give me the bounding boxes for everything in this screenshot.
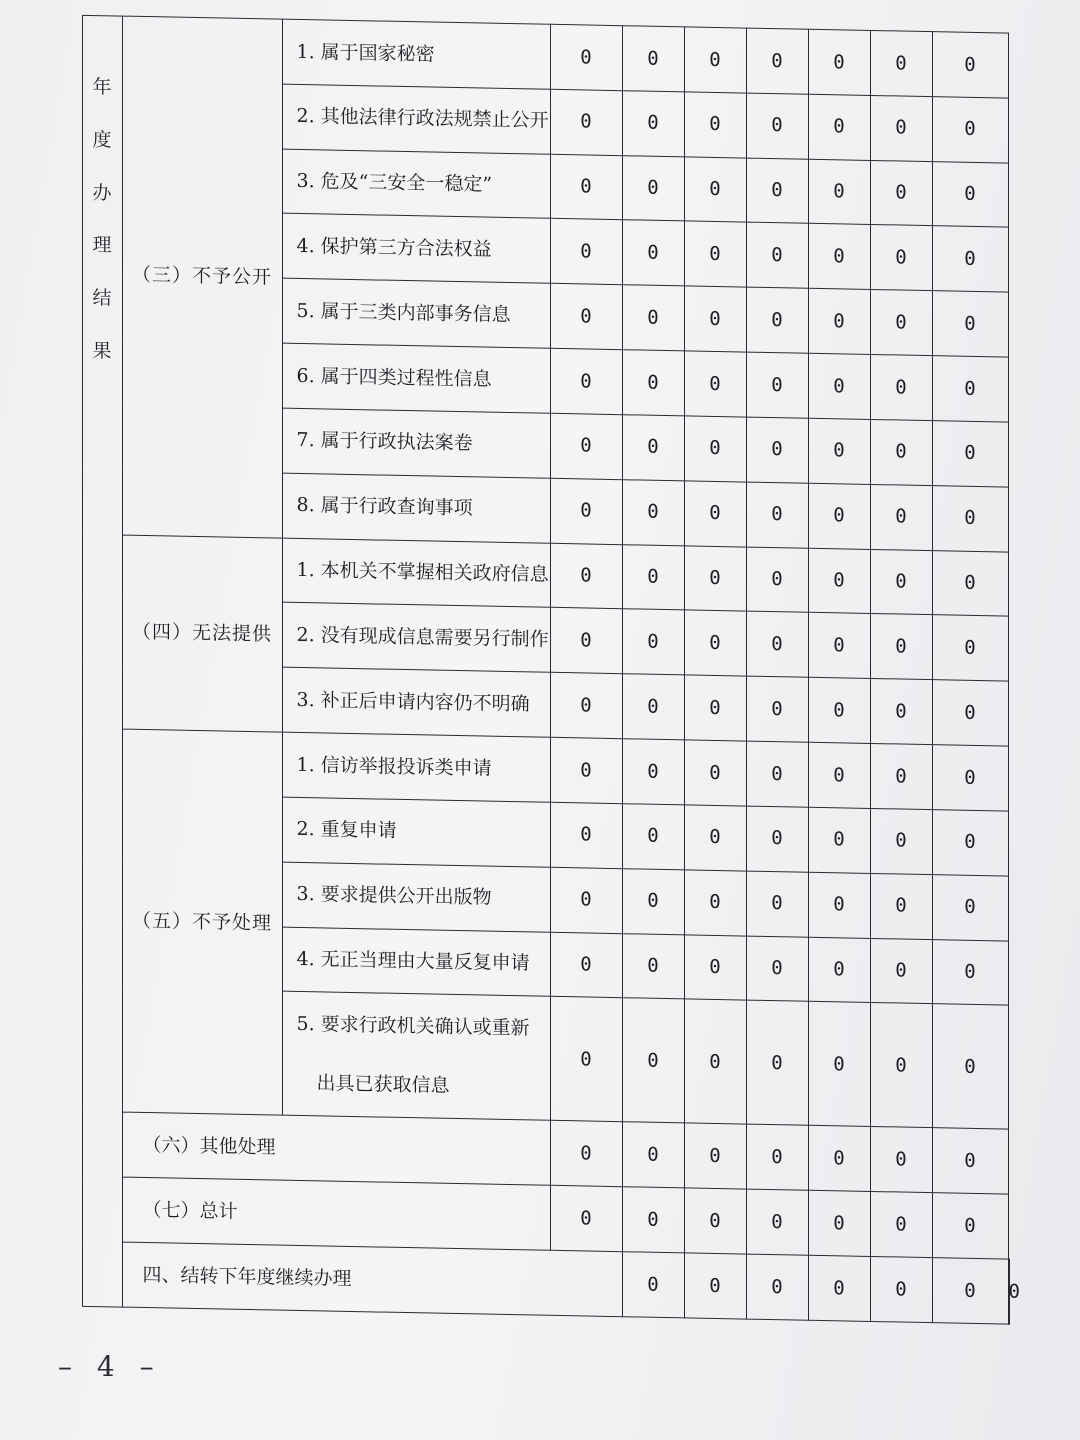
value-cell: 0 <box>746 936 808 1002</box>
value-cell: 0 <box>550 154 622 220</box>
value-cell: 0 <box>550 802 622 868</box>
value-cell: 0 <box>746 93 808 159</box>
value-cell: 0 <box>684 27 746 93</box>
value-cell: 0 <box>684 1253 746 1319</box>
value-cell: 0 <box>746 352 808 418</box>
category-label: （三）不予公开 <box>122 16 282 538</box>
item-label: 7. 属于行政执法案卷 <box>282 408 550 478</box>
item-label: 3. 危及“三安全一稳定” <box>282 149 550 219</box>
category-label: （五）不予处理 <box>122 729 282 1115</box>
value-cell: 0 <box>684 740 746 806</box>
value-cell: 0 <box>550 997 622 1122</box>
item-label: 8. 属于行政查询事项 <box>282 473 550 543</box>
value-cell: 0 <box>808 29 870 95</box>
value-cell: 0 <box>808 678 870 744</box>
value-cell: 0 <box>1008 1259 1010 1324</box>
value-cell: 0 <box>870 484 932 550</box>
row-label: 四、结转下年度继续办理 <box>122 1242 622 1317</box>
value-cell: 0 <box>746 871 808 937</box>
value-cell: 0 <box>932 1193 1008 1259</box>
value-cell: 0 <box>622 1122 684 1188</box>
value-cell: 0 <box>684 351 746 417</box>
value-cell: 0 <box>746 417 808 483</box>
section-header-vertical: 年 度 办 理 结 果 <box>82 15 122 1307</box>
value-cell: 0 <box>622 998 684 1123</box>
item-label: 6. 属于四类过程性信息 <box>282 343 550 413</box>
item-label: 2. 重复申请 <box>282 797 550 867</box>
left-margin-cell <box>40 15 82 1307</box>
value-cell: 0 <box>808 1190 870 1256</box>
value-cell: 0 <box>746 676 808 742</box>
value-cell: 0 <box>684 675 746 741</box>
value-cell: 0 <box>870 614 932 680</box>
value-cell: 0 <box>932 939 1008 1005</box>
value-cell: 0 <box>550 1186 622 1252</box>
value-cell: 0 <box>808 807 870 873</box>
value-cell: 0 <box>870 160 932 226</box>
value-cell: 0 <box>870 1003 932 1128</box>
value-cell: 0 <box>932 421 1008 487</box>
item-label: 5. 属于三类内部事务信息 <box>282 278 550 348</box>
value-cell: 0 <box>870 873 932 939</box>
value-cell: 0 <box>622 933 684 999</box>
value-cell: 0 <box>622 155 684 221</box>
item-label: 2. 其他法律行政法规禁止公开 <box>282 84 550 154</box>
value-cell: 0 <box>932 1004 1008 1129</box>
value-cell: 0 <box>550 1121 622 1187</box>
value-cell: 0 <box>684 1123 746 1189</box>
value-cell: 0 <box>622 91 684 157</box>
item-label: 4. 无正当理由大量反复申请 <box>282 927 550 997</box>
value-cell: 0 <box>684 92 746 158</box>
value-cell: 0 <box>870 679 932 745</box>
value-cell: 0 <box>808 159 870 225</box>
value-cell: 0 <box>870 549 932 615</box>
value-cell: 0 <box>550 543 622 609</box>
value-cell: 0 <box>808 872 870 938</box>
item-label: 4. 保护第三方合法权益 <box>282 214 550 284</box>
value-cell: 0 <box>870 1127 932 1193</box>
value-cell: 0 <box>622 544 684 610</box>
value-cell: 0 <box>684 416 746 482</box>
value-cell: 0 <box>932 32 1008 98</box>
value-cell: 0 <box>550 24 622 90</box>
value-cell: 0 <box>684 1188 746 1254</box>
value-cell: 0 <box>550 673 622 739</box>
value-cell: 0 <box>870 355 932 421</box>
value-cell: 0 <box>746 1189 808 1255</box>
value-cell: 0 <box>932 356 1008 422</box>
value-cell: 0 <box>550 284 622 350</box>
value-cell: 0 <box>870 30 932 96</box>
value-cell: 0 <box>746 28 808 94</box>
value-cell: 0 <box>622 220 684 286</box>
value-cell: 0 <box>684 805 746 871</box>
value-cell: 0 <box>622 868 684 934</box>
value-cell: 0 <box>870 744 932 810</box>
statistics-table <box>40 14 1020 1325</box>
item-label: 3. 补正后申请内容仍不明确 <box>282 667 550 737</box>
value-cell: 0 <box>550 932 622 998</box>
value-cell: 0 <box>932 874 1008 940</box>
value-cell: 0 <box>746 158 808 224</box>
value-cell: 0 <box>870 1192 932 1258</box>
value-cell: 0 <box>808 224 870 290</box>
value-cell: 0 <box>932 161 1008 227</box>
value-cell: 0 <box>932 485 1008 551</box>
item-label: 2. 没有现成信息需要另行制作 <box>282 603 550 673</box>
value-cell: 0 <box>684 481 746 547</box>
value-cell: 0 <box>808 418 870 484</box>
value-cell: 0 <box>550 219 622 285</box>
value-cell: 0 <box>870 95 932 161</box>
value-cell: 0 <box>746 1254 808 1320</box>
value-cell: 0 <box>746 287 808 353</box>
value-cell: 0 <box>684 870 746 936</box>
value-cell: 0 <box>746 1000 808 1125</box>
value-cell: 0 <box>808 613 870 679</box>
value-cell: 0 <box>622 674 684 740</box>
table-row <box>40 15 1010 98</box>
value-cell: 0 <box>622 415 684 481</box>
value-cell: 0 <box>684 221 746 287</box>
value-cell: 0 <box>622 26 684 92</box>
value-cell: 0 <box>684 545 746 611</box>
value-cell: 0 <box>550 608 622 674</box>
value-cell: 0 <box>622 804 684 870</box>
value-cell: 0 <box>684 934 746 1000</box>
value-cell: 0 <box>870 419 932 485</box>
row-label: （七）总计 <box>122 1177 550 1250</box>
value-cell: 0 <box>622 285 684 351</box>
value-cell: 0 <box>932 680 1008 746</box>
value-cell: 0 <box>808 1126 870 1192</box>
value-cell: 0 <box>808 483 870 549</box>
category-label: （四）无法提供 <box>122 535 282 733</box>
value-cell: 0 <box>622 739 684 805</box>
value-cell: 0 <box>746 482 808 548</box>
value-cell: 0 <box>622 479 684 545</box>
value-cell: 0 <box>808 94 870 160</box>
value-cell: 0 <box>932 745 1008 811</box>
value-cell: 0 <box>808 1002 870 1127</box>
value-cell: 0 <box>808 289 870 355</box>
value-cell: 0 <box>622 1252 684 1318</box>
value-cell: 0 <box>746 741 808 807</box>
value-cell: 0 <box>870 225 932 291</box>
value-cell: 0 <box>684 286 746 352</box>
value-cell: 0 <box>684 157 746 223</box>
item-label: 3. 要求提供公开出版物 <box>282 862 550 932</box>
value-cell: 0 <box>808 353 870 419</box>
value-cell: 0 <box>808 1255 870 1321</box>
item-label: 1. 属于国家秘密 <box>282 19 550 89</box>
value-cell: 0 <box>808 548 870 614</box>
value-cell: 0 <box>746 612 808 678</box>
value-cell: 0 <box>550 737 622 803</box>
value-cell: 0 <box>808 742 870 808</box>
value-cell: 0 <box>746 806 808 872</box>
value-cell: 0 <box>870 1257 932 1323</box>
item-label: 5. 要求行政机关确认或重新 出具已获取信息 <box>282 992 550 1121</box>
value-cell: 0 <box>870 808 932 874</box>
value-cell: 0 <box>932 810 1008 876</box>
page-number: – 4 – <box>58 1350 162 1383</box>
value-cell: 0 <box>932 96 1008 162</box>
value-cell: 0 <box>684 610 746 676</box>
value-cell: 0 <box>550 89 622 155</box>
value-cell: 0 <box>746 223 808 289</box>
value-cell: 0 <box>932 550 1008 616</box>
value-cell: 0 <box>550 478 622 544</box>
value-cell: 0 <box>622 1187 684 1253</box>
value-cell: 0 <box>932 615 1008 681</box>
value-cell: 0 <box>870 938 932 1004</box>
value-cell: 0 <box>550 413 622 479</box>
value-cell: 0 <box>746 547 808 613</box>
value-cell: 0 <box>870 290 932 356</box>
value-cell: 0 <box>684 999 746 1124</box>
value-cell: 0 <box>932 291 1008 357</box>
value-cell: 0 <box>746 1124 808 1190</box>
item-label: 1. 信访举报投诉类申请 <box>282 732 550 802</box>
value-cell: 0 <box>550 348 622 414</box>
value-cell: 0 <box>622 350 684 416</box>
value-cell: 0 <box>932 1128 1008 1194</box>
value-cell: 0 <box>622 609 684 675</box>
value-cell: 0 <box>550 867 622 933</box>
item-label: 1. 本机关不掌握相关政府信息 <box>282 538 550 608</box>
value-cell: 0 <box>808 937 870 1003</box>
value-cell: 0 <box>932 226 1008 292</box>
row-label: （六）其他处理 <box>122 1112 550 1185</box>
value-cell: 0 <box>932 1258 1008 1324</box>
